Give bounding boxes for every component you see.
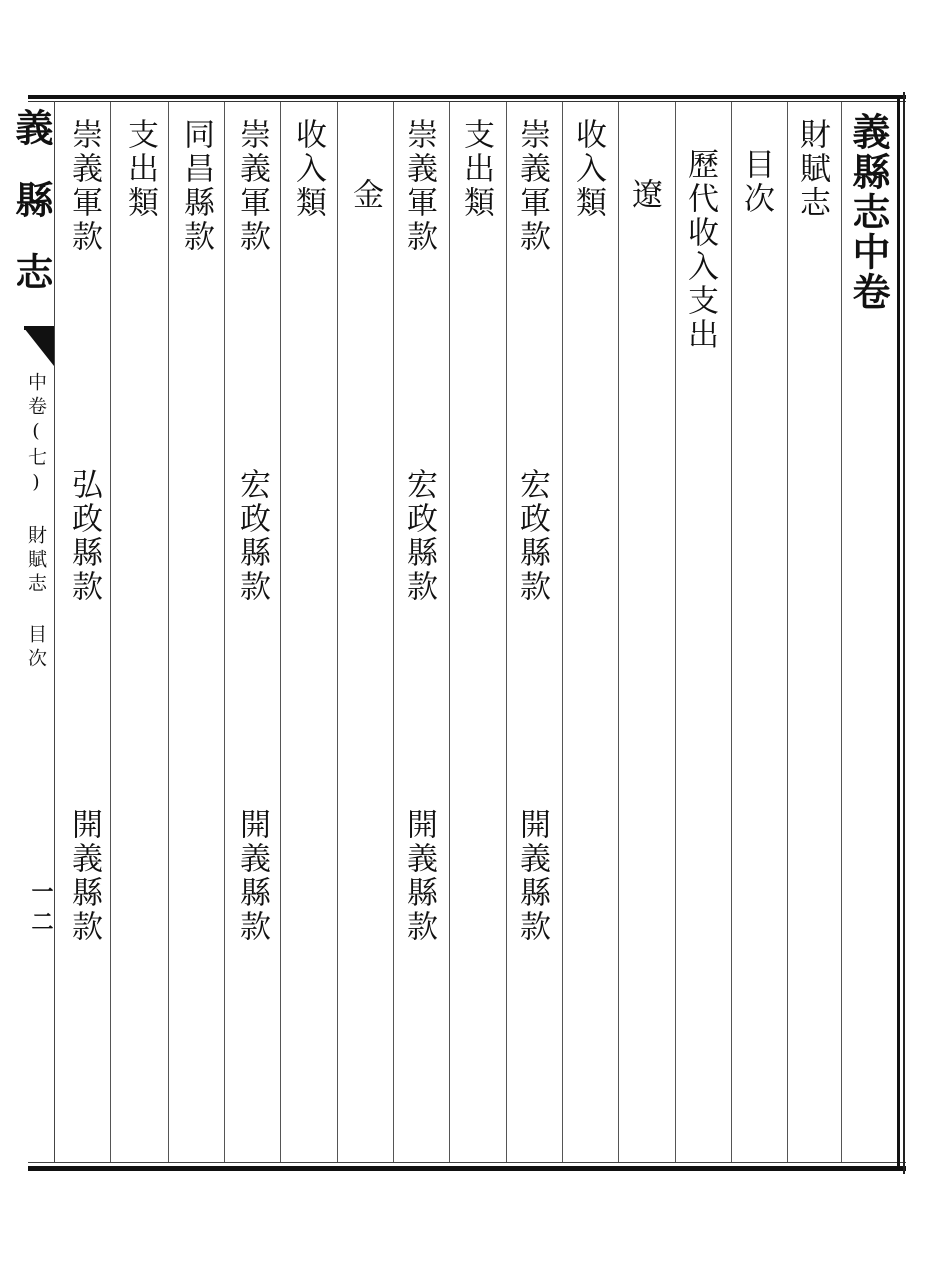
column-rule [841, 102, 842, 1162]
frame-top-inner-border [28, 101, 906, 102]
margin-section-label: 中卷(七) 財賦志 目次 [25, 372, 47, 672]
column-rule [224, 102, 225, 1162]
toc-item: 弘政縣款 [66, 468, 102, 604]
column-rule [337, 102, 338, 1162]
toc-dynasty: 遼 [626, 178, 662, 212]
frame-bottom-border [28, 1166, 906, 1171]
toc-item: 崇義軍款 [401, 118, 437, 254]
column-rule [393, 102, 394, 1162]
toc-category: 支出類 [122, 118, 158, 220]
frame-top-border [28, 95, 906, 99]
frame-right-outer-border [903, 92, 905, 1174]
frame-bottom-inner-border [28, 1162, 906, 1163]
toc-item: 崇義軍款 [234, 118, 270, 254]
toc-section-heading: 財賦志 [794, 118, 830, 220]
column-rule [562, 102, 563, 1162]
column-rule [280, 102, 281, 1162]
toc-item: 崇義軍款 [66, 118, 102, 254]
column-rule [675, 102, 676, 1162]
toc-item: 開義縣款 [401, 808, 437, 944]
column-rule [168, 102, 169, 1162]
column-rule [618, 102, 619, 1162]
page-number: 一二 [28, 880, 54, 940]
toc-item: 開義縣款 [234, 808, 270, 944]
toc-item: 宏政縣款 [514, 468, 550, 604]
toc-category: 支出類 [458, 118, 494, 220]
frame-right-border [897, 95, 900, 1171]
toc-item: 開義縣款 [66, 808, 102, 944]
column-rule [731, 102, 732, 1162]
column-rule [506, 102, 507, 1162]
toc-item: 開義縣款 [514, 808, 550, 944]
column-rule [449, 102, 450, 1162]
volume-title: 義縣志中卷 [846, 112, 891, 312]
toc-category: 收入類 [570, 118, 606, 220]
frame-left-border [54, 101, 55, 1163]
toc-dynasty: 金 [347, 178, 383, 212]
toc-item: 宏政縣款 [234, 468, 270, 604]
toc-item: 宏政縣款 [401, 468, 437, 604]
toc-entry: 歷代收入支出 [682, 148, 718, 352]
toc-item: 崇義軍款 [514, 118, 550, 254]
toc-item: 同昌縣款 [178, 118, 214, 254]
column-rule [110, 102, 111, 1162]
fishtail-mark [24, 328, 54, 366]
toc-category: 收入類 [290, 118, 326, 220]
column-rule [787, 102, 788, 1162]
margin-book-title: 義縣志 [9, 108, 54, 324]
toc-label: 目次 [738, 148, 774, 216]
